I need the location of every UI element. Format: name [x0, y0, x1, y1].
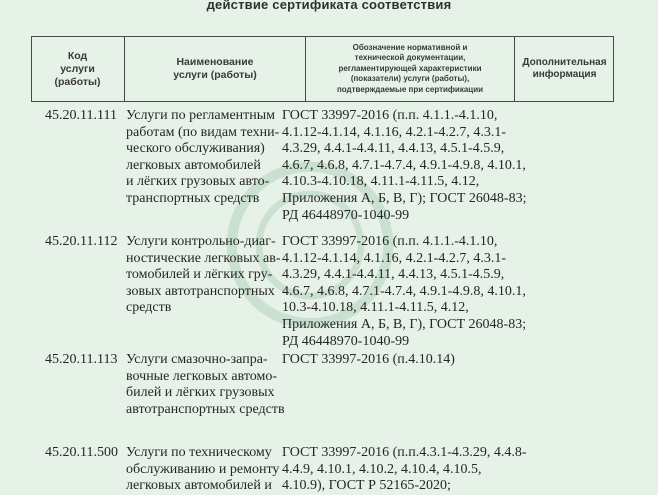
service-code: 45.20.11.112 [45, 234, 118, 249]
service-standards [282, 445, 602, 495]
service-name [126, 445, 286, 495]
service-name-line: билей и лёгких грузовых [126, 385, 275, 401]
standards-line: 4.10.3-4.10.18, 4.11.1-4.11.5, 4.12, [282, 174, 480, 190]
header-service-line: Наименование [176, 56, 254, 68]
standards-line: РД 46448970-1040-99 [282, 333, 410, 349]
header-service-name [125, 36, 305, 102]
header-docs-line: подтверждаемые при сертификации [336, 84, 484, 94]
table-header [31, 36, 614, 102]
header-info-line: информация [532, 69, 597, 80]
standards-line: 4.1.12-4.1.14, 4.1.16, 4.2.1-4.2.7, 4.3.1- [282, 250, 506, 266]
header-docs-line: технической документации, [354, 53, 466, 63]
standards-line: Приложения А, Б, В, Г); ГОСТ 26048-83; [282, 190, 527, 206]
service-name-line: работам (по видам техни- [126, 124, 280, 140]
service-name-line: Услуги по техническому [126, 445, 272, 460]
service-standards [282, 234, 602, 350]
service-name-line: зовых автотранспортных [126, 283, 275, 299]
standards-line: 10.3-4.10.18, 4.11.1-4.11.5, 4.12, [282, 300, 469, 316]
standards-line: 4.3.29, 4.4.1-4.4.11, 4.4.13, 4.5.1-4.5.9, [282, 141, 505, 157]
standards-line: ГОСТ 33997-2016 (п.п. 4.1.1.-4.1.10, [282, 108, 498, 123]
header-code-line: (работы) [54, 75, 101, 88]
service-name-line: легковых автомобилей и [126, 478, 272, 494]
service-name [126, 108, 286, 208]
standards-line: 4.10.9), ГОСТ Р 52165-2020; [282, 478, 451, 494]
header-code-line: Код [67, 49, 88, 62]
service-code: 45.20.11.500 [45, 445, 118, 460]
header-service-line: услуги (работы) [173, 69, 257, 81]
standards-line: 4.6.7, 4.6.8, 4.7.1-4.7.4, 4.9.1-4.9.8, 4.10.1, [282, 157, 526, 173]
service-name-line: и лёгких грузовых авто- [126, 174, 270, 190]
standards-line: ГОСТ 33997-2016 (п.п.4.3.1-4.3.29, 4.4.8- [282, 445, 527, 460]
header-docs-line: регламентирующей характеристики [338, 63, 482, 73]
service-name-line: ностические легковых ав- [126, 250, 281, 266]
standards-line: Приложения А, Б, В, Г), ГОСТ 26048-83; [282, 316, 527, 332]
service-standards [282, 108, 602, 224]
standards-line: 4.6.7, 4.6.8, 4.7.1-4.7.4, 4.9.1-4.9.8, 4.10.1, [282, 283, 526, 299]
standards-line: ГОСТ 33997-2016 (п.п. 4.1.1.-4.1.10, [282, 234, 498, 249]
standards-line: 4.4.9, 4.10.1, 4.10.2, 4.10.4, 4.10.5, [282, 461, 482, 477]
service-name-line: Услуги по регламентным [126, 108, 276, 123]
service-name-line: автотранспортных средств [126, 401, 285, 417]
service-code: 45.20.11.113 [45, 352, 118, 367]
service-code: 45.20.11.111 [45, 108, 117, 123]
service-name-line: Услуги контрольно-диаг- [126, 234, 276, 249]
service-name-line: средств [126, 300, 172, 316]
standards-line: 4.1.12-4.1.14, 4.1.16, 4.2.1-4.2.7, 4.3.1- [282, 124, 506, 140]
header-info-line: Дополнительная [522, 56, 607, 68]
service-name-line: томобилей и лёгких гру- [126, 267, 273, 283]
service-name-line: Услуги смазочно-запра- [126, 352, 268, 367]
header-docs-line: (показатели) услуги (работы), [350, 74, 470, 84]
header-additional-info [515, 36, 614, 102]
service-name-line: ческого обслуживания) [126, 141, 265, 157]
standards-line: РД 46448970-1040-99 [282, 207, 410, 223]
service-name-line: легковых автомобилей [126, 157, 261, 173]
service-name [126, 352, 286, 418]
header-normative-docs [306, 36, 514, 102]
standards-line: 4.3.29, 4.4.1-4.4.11, 4.4.13, 4.5.1-4.5.9, [282, 267, 505, 283]
service-name-line: вочные легковых автомо- [126, 368, 278, 384]
service-name-line: обслуживанию и ремонту [126, 461, 280, 477]
header-docs-line: Обозначение нормативной и [352, 42, 468, 52]
page-title: действие сертификата соответствия [206, 0, 452, 12]
service-standards [282, 352, 602, 369]
header-code [31, 36, 124, 102]
service-name-line: транспортных средств [126, 190, 260, 206]
service-name [126, 234, 286, 317]
header-code-line: услуги [60, 62, 95, 75]
standards-line: ГОСТ 33997-2016 (п.4.10.14) [282, 352, 455, 367]
